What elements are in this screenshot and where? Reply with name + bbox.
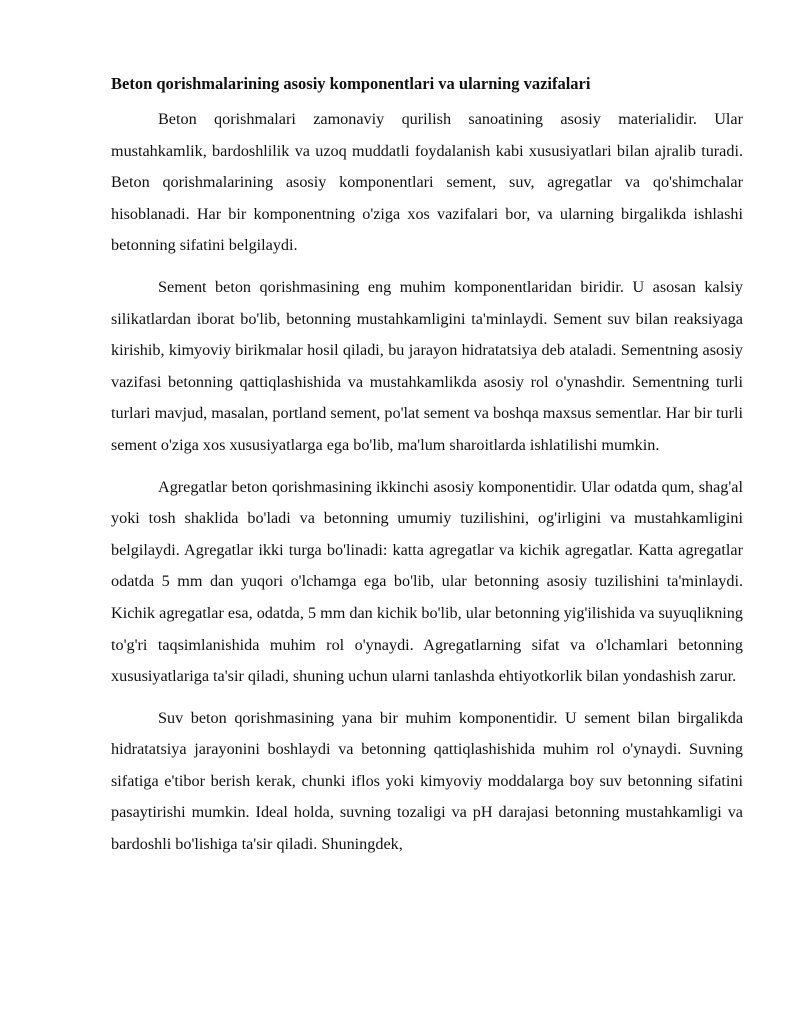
paragraph-water: Suv beton qorishmasining yana bir muhim komponentidir. U sement bilan birgalikda hidratatsiya jarayonini boshlaydi va betonning qattiqlashishida muhim rol o'ynaydi. Suvning sifatiga e'tibor berish kerak, chunki iflos yoki kimyoviy moddalarga boy suv betonning sifatini pasaytirishi mumkin. Ideal holda, suvning tozaligi va pH darajasi betonning mustahkamligi va bardoshli bo'lishiga ta'sir qiladi. Shuningdek,: [111, 708, 743, 854]
paragraph-intro: Beton qorishmalari zamonaviy qurilish sanoatining asosiy materialidir. Ular mustahkamlik, bardoshlilik va uzoq muddatli foydalanish kabi xususiyatlari bilan ajralib turadi. Beton qorishmalarining asosiy komponentlari sement, suv, agregatlar va qo'shimchalar hisoblanadi. Har bir komponentning o'ziga xos vazifalari bor, va ularning birgalikda ishlashi betonning sifatini belgilaydi.: [111, 110, 743, 255]
paragraph-aggregates: Agregatlar beton qorishmasining ikkinchi asosiy komponentidir. Ular odatda qum, shag'al yoki tosh shaklida bo'ladi va betonning umumiy tuzilishini, og'irligini va mustahkamligini belgilaydi. Agregatlar ikki turga bo'linadi: katta agregatlar va kichik agregatlar. Katta agregatlar odatda 5 mm dan yuqori o'lchamga ega bo'lib, ular betonning asosiy tuzilishini ta'minlaydi. Kichik agregatlar esa, odatda, 5 mm dan kichik bo'lib, ular betonning yig'ilishida va suyuqlikning to'g'ri taqsimlanishida muhim rol o'ynaydi. Agregatlarning sifat va o'lchamlari betonning xususiyatlariga ta'sir qiladi, shuning uchun ularni tanlashda ehtiyotkorlik bilan yondashish zarur.: [111, 477, 743, 686]
document-body: [111, 72, 743, 871]
paragraph-cement: Sement beton qorishmasining eng muhim komponentlaridan biridir. U asosan kalsiy silikatlardan iborat bo'lib, betonning mustahkamligini ta'minlaydi. Sement suv bilan reaksiyaga kirishib, kimyoviy birikmalar hosil qiladi, bu jarayon hidratatsiya deb ataladi. Sementning asosiy vazifasi betonning qattiqlashishida va mustahkamlikda asosiy rol o'ynashdir. Sementning turli turlari mavjud, masalan, portland sement, po'lat sement va boshqa maxsus sementlar. Har bir turli sement o'ziga xos xususiyatlarga ega bo'lib, ma'lum sharoitlarda ishlatilishi mumkin.: [111, 277, 743, 454]
document-title: Beton qorishmalarining asosiy komponentlari va ularning vazifalari: [111, 74, 591, 93]
